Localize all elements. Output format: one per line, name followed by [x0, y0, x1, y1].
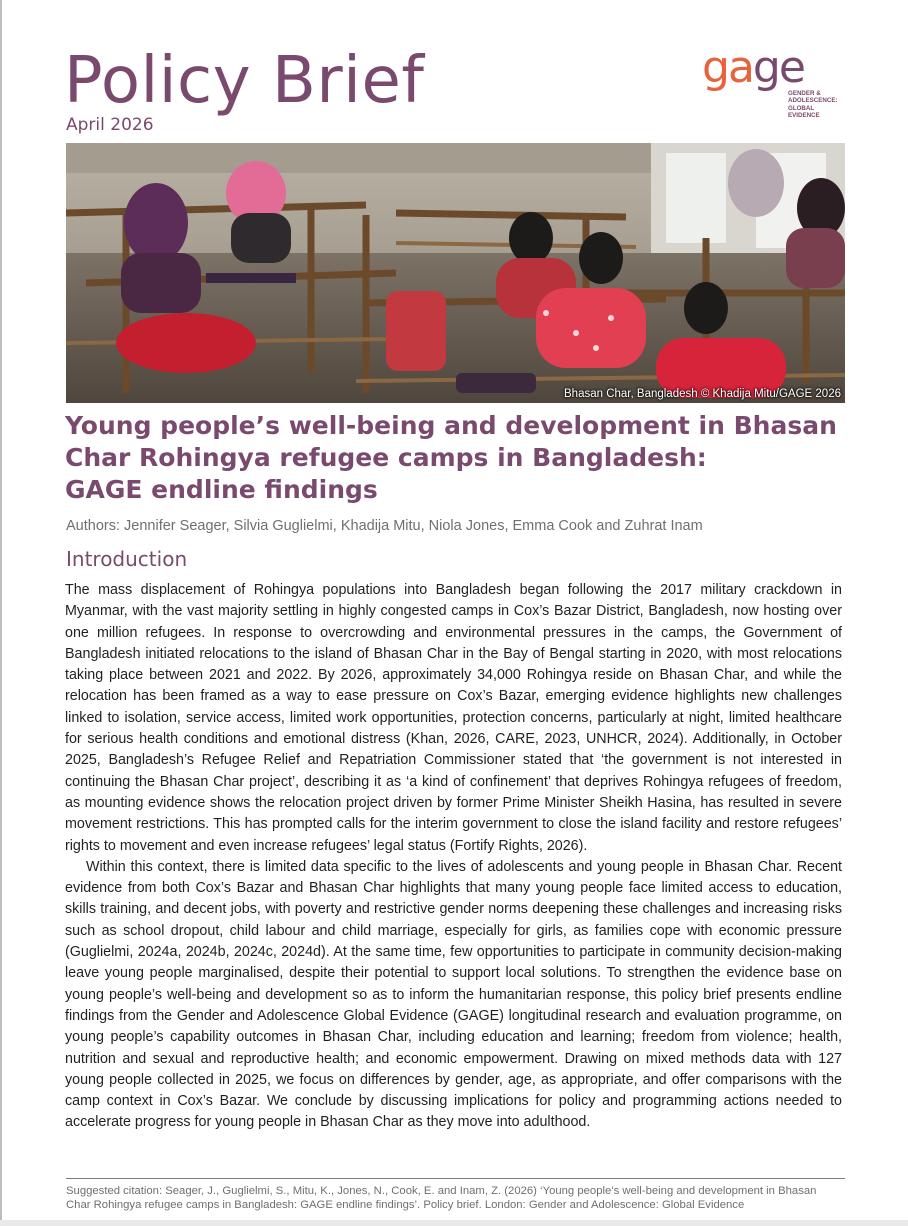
hero-photo — [66, 143, 845, 403]
weaving-workshop-illustration — [66, 143, 845, 403]
footer-divider — [66, 1178, 845, 1179]
page-bottom-edge — [0, 1220, 908, 1226]
suggested-citation — [66, 1185, 851, 1212]
gage-logo — [702, 42, 852, 120]
document-type-title: Policy Brief — [64, 44, 425, 118]
brief-headline — [65, 410, 855, 506]
section-heading-introduction: Introduction — [66, 547, 188, 571]
headline-line: GAGE endline findings — [65, 475, 378, 504]
citation-line: Char Rohingya refugee camps in Bangladesh: GAGE endline findings’. Policy brief. London: Gender and Adolescence: Global Evidence — [66, 1198, 745, 1211]
gage-logo-wordmark: gage — [702, 42, 804, 93]
headline-line: Young people’s well-being and development in Bhasan — [65, 411, 837, 440]
headline-line: Char Rohingya refugee camps in Bangladesh: — [65, 443, 707, 472]
publication-date: April 2026 — [66, 115, 154, 135]
body-paragraph: Within this context, there is limited data specific to the lives of adolescents and young people in Bhasan Char. Recent evidence from both Cox’s Bazar and Bhasan Char highlights that many young people face limited access to education, skills training, and decent jobs, with poverty and restrictive gender norms deepening these challenges and increasing risks such as school dropout, child labour and child marriage, especially for girls, as families cope with economic pressure (Guglielmi, 2024a, 2024b, 2024c, 2024d). At the same time, few opportunities to participate in community decision-making leave young people marginalised, despite their potential to support local solutions. To strengthen the evidence base on young people’s well-being and development so as to inform the humanitarian response, this policy brief presents endline findings from the Gender and Adolescence Global Evidence (GAGE) longitudinal research and evaluation programme, on young people’s capability outcomes in Bhasan Char, including education and learning; freedom from violence; health, nutrition and sexual and reproductive health; and economic empowerment. Drawing on mixed methods data with 127 young people collected in 2025, we focus on differences by gender, age, as appropriate, and offer comparisons with the camp context in Cox’s Bazar. We conclude by discussing implications for policy and programming actions needed to accelerate progress for young people in Bhasan Char as they move into adulthood. — [65, 858, 842, 1131]
author-list: Authors: Jennifer Seager, Silvia Guglielmi, Khadija Mitu, Niola Jones, Emma Cook and Zuhrat Inam — [66, 518, 703, 534]
body-paragraph: The mass displacement of Rohingya populations into Bangladesh began following the 2017 military crackdown in Myanmar, with the vast majority settling in highly congested camps in Cox’s Bazar District, Bangladesh, now hosting over one million refugees. In response to overcrowding and environmental pressures in the camps, the Government of Bangladesh initiated relocations to the island of Bhasan Char in the Bay of Bengal starting in 2020, with most relocations taking place between 2021 and 2022. By 2026, approximately 34,000 Rohingya reside on Bhasan Char, and while the relocation has been framed as a way to ease pressure on Cox’s Bazar, emerging evidence highlights new challenges linked to isolation, service access, limited work opportunities, protection concerns, particularly at night, limited healthcare for serious health conditions and emotional distress (Khan, 2026, CARE, 2023, UNHCR, 2024). Additionally, in October 2025, Bangladesh’s Refugee Relief and Repatriation Commissioner stated that ‘the government is not interested in continuing the Bhasan Char project’, describing it as ‘a kind of confinement’ that deprives Rohingya refugees of freedom, as mounting evidence shows the relocation project driven by former Prime Minister Sheikh Hasina, has resulted in severe movement restrictions. This has prompted calls for the interim government to close the island facility and restore refugees’ rights to movement and even increase refugees’ legal status (Fortify Rights, 2026). — [65, 582, 842, 854]
page-left-edge — [0, 0, 2, 1226]
gage-logo-tagline: GENDER & ADOLESCENCE: GLOBAL EVIDENCE — [788, 90, 838, 120]
photo-caption: Bhasan Char, Bangladesh © Khadija Mitu/GAGE 2026 — [564, 388, 841, 400]
citation-line: Suggested citation: Seager, J., Guglielmi, S., Mitu, K., Jones, N., Cook, E. and Inam, Z. (2026) ‘Young people’s well-being and development in Bhasan — [66, 1185, 817, 1197]
introduction-body — [65, 580, 842, 1134]
